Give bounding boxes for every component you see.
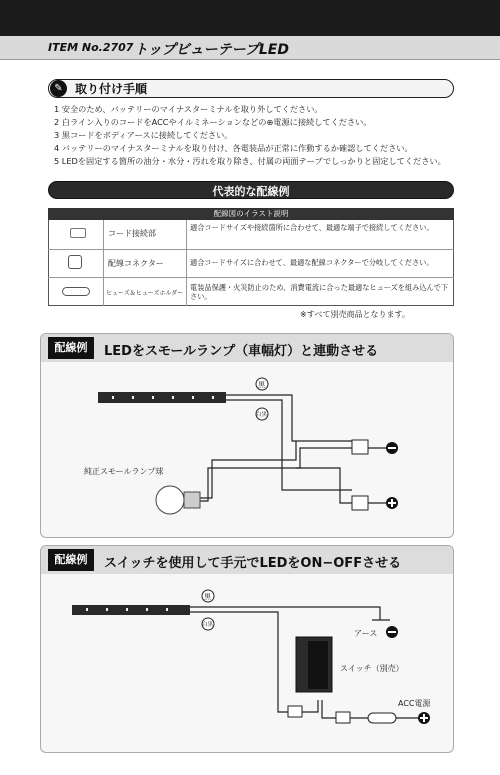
- diagram-badge: 配線例: [48, 337, 94, 359]
- diagram-title: スイッチを使用して手元でLEDをON−OFFさせる: [104, 556, 402, 571]
- bulb-icon: [156, 486, 184, 514]
- legend-name: ヒューズ＆ヒューズホルダー: [106, 290, 184, 297]
- wrench-icon: ✎: [50, 80, 67, 97]
- switch-label: スイッチ（別売）: [340, 664, 404, 673]
- black-wire-label: 黒: [204, 593, 211, 601]
- examples-title: 代表的な配線例: [212, 185, 290, 198]
- install-title: 取り付け手順: [75, 82, 148, 96]
- wire-connector: [352, 440, 368, 454]
- led-strip: [72, 605, 190, 615]
- bulb-label: 純正スモールランプ球: [84, 467, 164, 476]
- wire-connector: [288, 706, 302, 717]
- install-step: 5 LEDを固定する箇所の油分・水分・汚れを取り除き、付属の両面テープでしっかりと固定してください。: [54, 156, 446, 166]
- earth-label: アース: [354, 629, 378, 638]
- led-strip: [98, 392, 226, 403]
- item-number: ITEM No.2707: [48, 41, 134, 54]
- white-wire-label: 白黒: [256, 412, 268, 418]
- legend-desc: 適合コードサイズに合わせて、最適な配線コネクターで分岐してください。: [190, 258, 434, 267]
- wire-connector: [352, 496, 368, 510]
- product-name: トップビューテープLED: [134, 42, 289, 58]
- fuse-holder-icon: [368, 713, 396, 723]
- white-wire-label: 白黒: [202, 622, 214, 628]
- legend-name: コード接続部: [108, 229, 156, 238]
- black-wire-label: 黒: [258, 381, 265, 389]
- legend-desc: 適合コードサイズや接続箇所に合わせて、最適な端子で接続してください。: [190, 223, 434, 232]
- install-step: 1 安全のため、バッテリーのマイナスターミナルを取り外してください。: [54, 104, 323, 114]
- install-step: 4 バッテリーのマイナスターミナルを取り付け、各電装品が正常に作動するか確認してください。: [54, 143, 413, 153]
- install-step: 2 白ライン入りのコードをACCやイルミネーションなどの⊕電源に接続してください。: [54, 117, 372, 127]
- wire-connector: [336, 712, 350, 723]
- legend-table-header: 配線図のイラスト説明: [48, 208, 454, 220]
- acc-label: ACC電源: [398, 699, 431, 708]
- note-text: ※すべて別売商品となります。: [300, 310, 410, 319]
- diagram-badge: 配線例: [48, 549, 94, 571]
- install-step: 3 黒コードをボディアースに接続してください。: [54, 130, 233, 140]
- legend-name: 配線コネクター: [108, 259, 164, 268]
- diagram-title: LEDをスモールランプ（車幅灯）と連動させる: [104, 344, 379, 359]
- legend-desc: 電装品保護・火災防止のため、消費電流に合った最適なヒューズを組み込んで下さい。: [190, 283, 449, 301]
